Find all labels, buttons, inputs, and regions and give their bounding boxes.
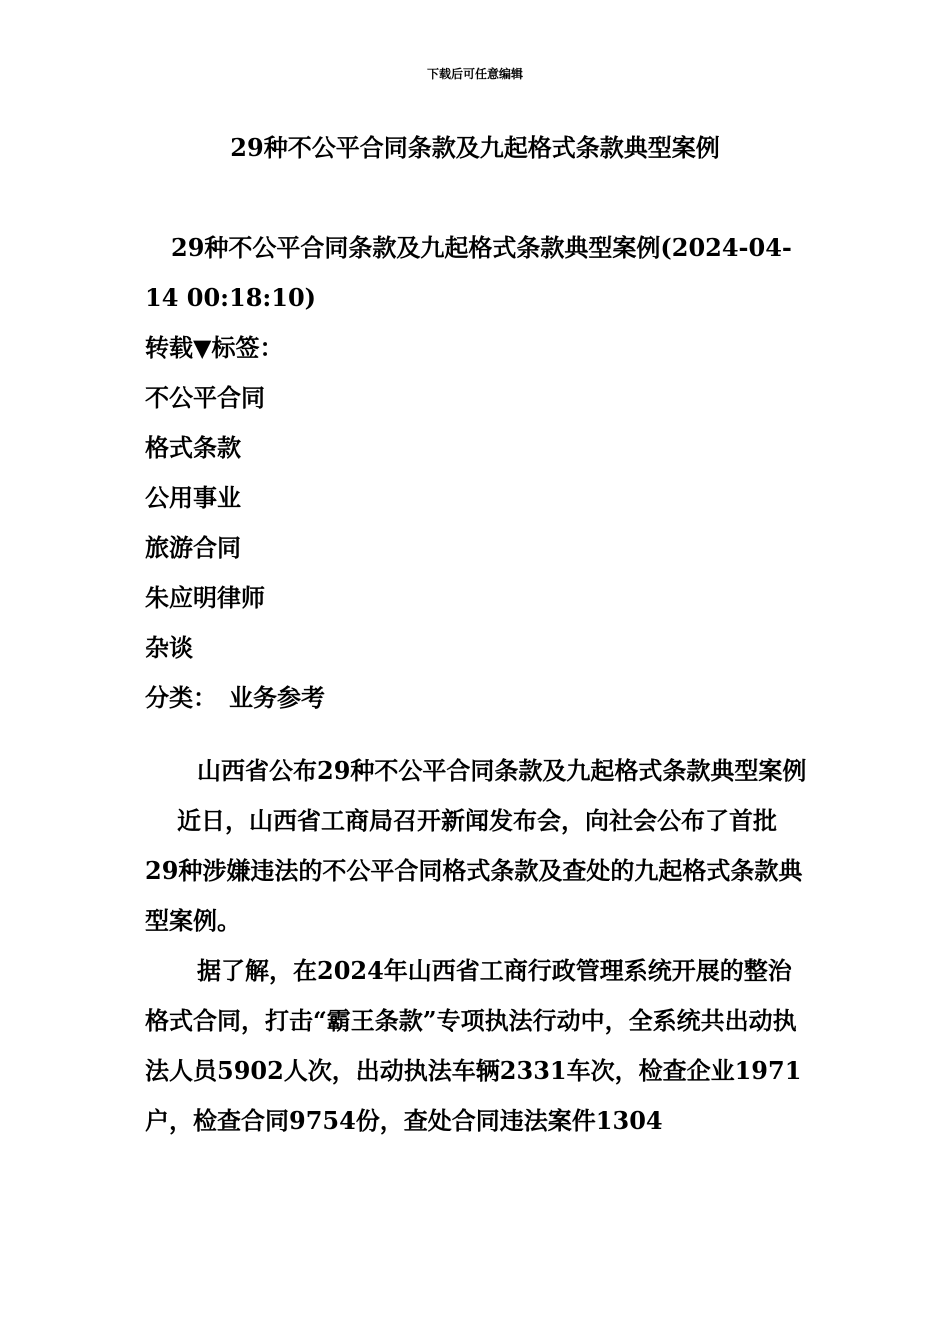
tag-item: 旅游合同 [145,533,241,562]
repost-tags-label: 转载▼标签： [145,333,284,362]
tag-item: 公用事业 [145,483,241,512]
post-heading: 29种不公平合同条款及九起格式条款典型案例(2024-04-14 00:18:10) [145,233,792,312]
tag-item: 不公平合同 [145,383,265,412]
article-paragraph: 近日，山西省工商局召开新闻发布会，向社会公布了首批29种涉嫌违法的不公平合同格式条款及查处的九起格式条款典型案例。 [145,806,803,935]
category-label: 分类： [145,683,217,712]
tag-item: 杂谈 [145,633,193,662]
tag-list [145,373,807,673]
post-meta-block [145,223,807,723]
category-row [145,673,807,723]
category-value: 业务参考 [229,683,325,712]
tag-item: 格式条款 [145,433,241,462]
article-paragraph: 据了解，在2024年山西省工商行政管理系统开展的整治格式合同，打击“霸王条款”专项执法行动中，全系统共出动执法人员5902人次，出动执法车辆2331车次，检查企业1971户，检查合同9754份，查处合同违法案件1304 [145,956,802,1135]
tag-item: 朱应明律师 [145,583,265,612]
header-note: 下载后可任意编辑 [426,67,523,81]
article-subtitle: 山西省公布29种不公平合同条款及九起格式条款典型案例 [197,756,807,785]
document-title: 29种不公平合同条款及九起格式条款典型案例 [230,133,720,162]
article-body [145,746,807,1146]
